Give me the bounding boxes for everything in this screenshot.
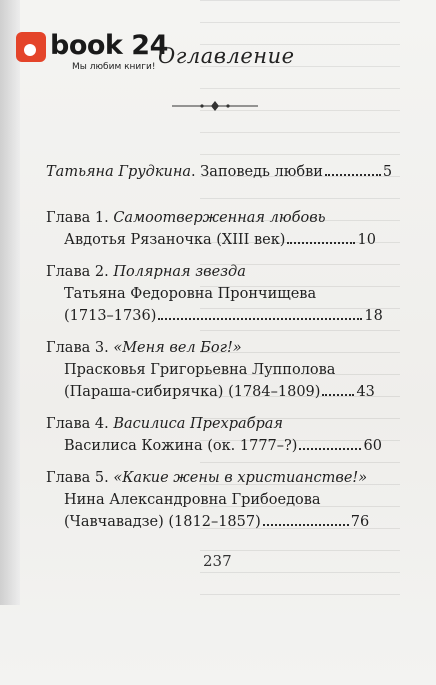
intro-page: 5: [382, 164, 393, 180]
toc-entry-line: [64, 492, 321, 508]
toc-entry-line: [64, 308, 383, 324]
toc-entry-line: [64, 384, 375, 400]
heroine-dates: (Чавчавадзе) (1812–1857): [64, 514, 261, 530]
page-title: Оглавление: [158, 44, 295, 68]
page-number: 237: [203, 552, 232, 570]
chapter-title: Самоотверженная любовь: [113, 210, 326, 226]
chapter-page: 60: [363, 438, 382, 454]
toc-chapter-heading: [46, 264, 246, 280]
heroine-name: Василиса Кожина (ок. 1777–?): [64, 438, 298, 454]
heroine-dates: (1713–1736): [64, 308, 157, 324]
heroine-dates: (Параша-сибирячка) (1784–1809): [64, 384, 321, 400]
chapter-page: 43: [356, 384, 375, 400]
toc-chapter-heading: [46, 210, 326, 226]
dot-leader: [325, 170, 381, 176]
gutter-shadow: [0, 0, 20, 605]
heroine-name: Прасковья Григорьевна Лупполова: [64, 362, 336, 378]
dot-leader: [287, 238, 355, 244]
chapter-title: «Меня вел Бог!»: [113, 340, 242, 356]
toc-entry-line: [64, 232, 376, 248]
toc-chapter-heading: [46, 340, 242, 356]
chapter-title: Василиса Прехрабрая: [113, 416, 284, 432]
toc-entry-line: [64, 438, 382, 454]
toc-entry-line: [64, 362, 335, 378]
chapter-title: «Какие жены в христианстве!»: [113, 470, 368, 486]
chapter-label: Глава 5.: [46, 470, 109, 486]
chapter-label: Глава 3.: [46, 340, 109, 356]
dot-leader: [299, 444, 361, 450]
heroine-name: Авдотья Рязаночка (XIII век): [64, 232, 286, 248]
chapter-label: Глава 1.: [46, 210, 109, 226]
toc-entry-line: [64, 286, 316, 302]
logo-tagline: Мы любим книги!: [72, 62, 156, 72]
dot-leader: [158, 314, 362, 320]
chapter-page: 10: [357, 232, 376, 248]
toc-chapter-heading: [46, 470, 367, 486]
heroine-name: Татьяна Федоровна Прончищева: [64, 286, 317, 302]
intro-title: . Заповедь любви: [191, 164, 323, 180]
dot-leader: [322, 390, 354, 396]
toc-entry-intro: [46, 164, 392, 180]
ornament-divider-icon: [170, 100, 260, 112]
toc-chapter-heading: [46, 416, 283, 432]
logo-mark-icon: [16, 32, 46, 62]
heroine-name: Нина Александровна Грибоедова: [64, 492, 321, 508]
intro-author: Татьяна Грудкина: [46, 164, 192, 180]
chapter-page: 18: [364, 308, 383, 324]
chapter-label: Глава 4.: [46, 416, 109, 432]
chapter-title: Полярная звезда: [113, 264, 246, 280]
toc-entry-line: [64, 514, 369, 530]
chapter-label: Глава 2.: [46, 264, 109, 280]
dot-leader: [263, 520, 349, 526]
chapter-page: 76: [350, 514, 370, 530]
logo-wordmark: book 24: [50, 30, 168, 61]
